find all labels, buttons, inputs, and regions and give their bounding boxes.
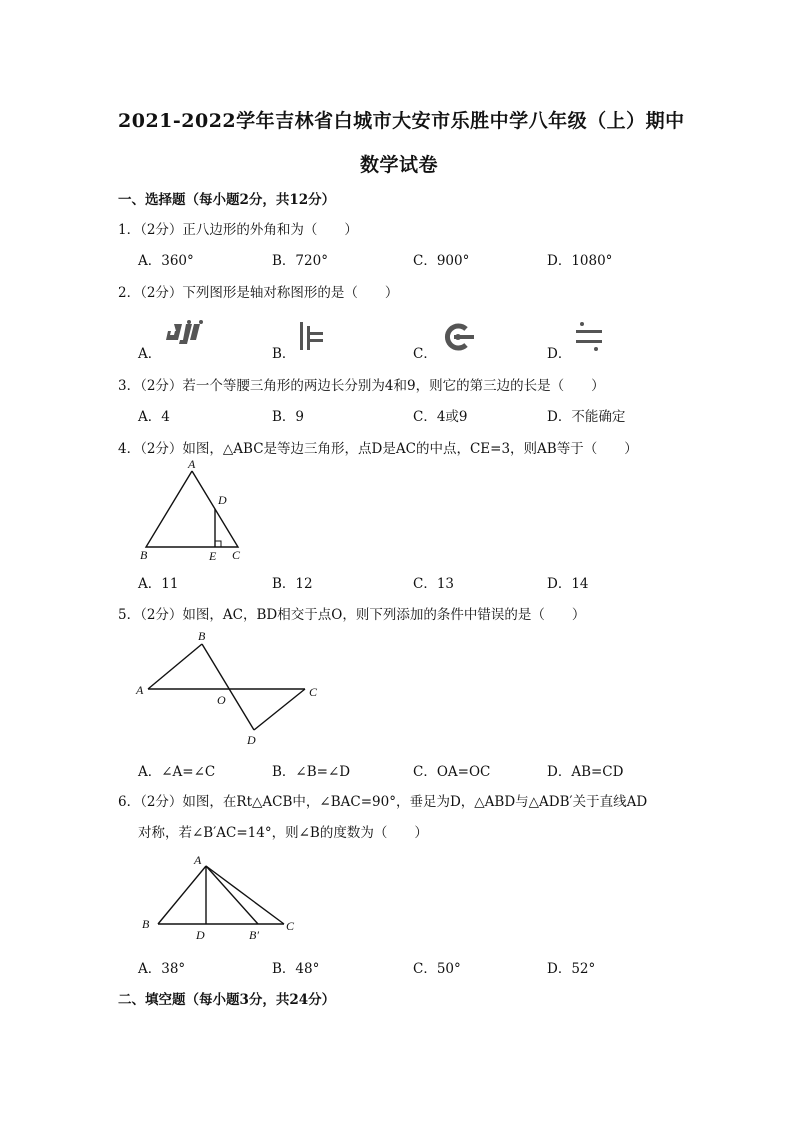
page-subtitle: 数学试卷	[360, 154, 439, 176]
point-label: D	[247, 733, 256, 747]
point-label: O	[217, 693, 226, 707]
option-b: B．720°	[272, 253, 328, 269]
vertex-label: B′	[249, 928, 259, 942]
c-shaped-logo-icon	[440, 322, 476, 352]
section-heading: 一、选择题（每小题2分，共12分）	[118, 192, 336, 208]
option-b: B．∠B=∠D	[272, 764, 351, 780]
equals-logo-icon	[574, 320, 606, 354]
dji-logo-icon	[164, 318, 214, 348]
option-a: A．∠A=∠C	[138, 764, 216, 780]
option-d: D．14	[547, 576, 589, 592]
option-a: A．11	[138, 576, 179, 592]
option-d: D．AB=CD	[547, 764, 624, 780]
option-c: C．13	[413, 576, 455, 592]
section-heading: 二、填空题（每小题3分，共24分）	[118, 992, 336, 1008]
option-a: A．4	[138, 409, 170, 425]
option-a: A．	[138, 346, 162, 362]
figure-right-triangle	[134, 848, 304, 944]
vertex-label: B	[140, 548, 148, 562]
question-stem: 5．（2分）如图，AC，BD相交于点O，则下列添加的条件中错误的是（ ）	[118, 607, 586, 623]
point-label: C	[309, 685, 318, 699]
question-stem: 1．（2分）正八边形的外角和为（ ）	[118, 222, 358, 238]
vertex-label: C	[232, 548, 241, 562]
vertex-label: A	[194, 853, 202, 867]
question-stem: 6．（2分）如图，在Rt△ACB中，∠BAC=90°，垂足为D，△ABD与△ADB′关于直线AD	[118, 794, 648, 810]
option-c: C．	[413, 346, 437, 362]
vertex-label: C	[286, 919, 295, 933]
question-stem: 4．（2分）如图，△ABC是等边三角形，点D是AC的中点，CE=3，则AB等于（ ）	[118, 441, 638, 457]
option-b: B．	[272, 346, 296, 362]
vertex-label: D	[196, 928, 205, 942]
question-stem-continued: 对称，若∠B′AC=14°，则∠B的度数为（ ）	[138, 825, 428, 841]
option-d: D．52°	[547, 961, 596, 977]
option-d: D．不能确定	[547, 409, 626, 425]
option-a: A．360°	[138, 253, 194, 269]
option-d: D．1080°	[547, 253, 613, 269]
point-label: A	[136, 683, 144, 697]
option-b: B．12	[272, 576, 313, 592]
vertex-label: B	[142, 917, 150, 931]
option-b: B．48°	[272, 961, 320, 977]
figure-equilateral-triangle	[134, 456, 254, 566]
page-title: 2021-2022学年吉林省白城市大安市乐胜中学八年级（上）期中	[118, 110, 685, 132]
option-c: C．50°	[413, 961, 461, 977]
option-c: C．4或9	[413, 409, 468, 425]
point-label: B	[198, 629, 206, 643]
figure-intersecting-segments	[132, 626, 332, 750]
vertex-label: E	[209, 549, 217, 563]
question-stem: 2．（2分）下列图形是轴对称图形的是（ ）	[118, 285, 399, 301]
option-c: C．OA=OC	[413, 764, 491, 780]
vertex-label: D	[218, 493, 227, 507]
bracket-logo-icon	[298, 320, 326, 354]
option-d: D．	[547, 346, 572, 362]
question-stem: 3．（2分）若一个等腰三角形的两边长分别为4和9，则它的第三边的长是（ ）	[118, 378, 605, 394]
vertex-label: A	[188, 457, 196, 471]
option-c: C．900°	[413, 253, 470, 269]
option-a: A．38°	[138, 961, 186, 977]
option-b: B．9	[272, 409, 305, 425]
